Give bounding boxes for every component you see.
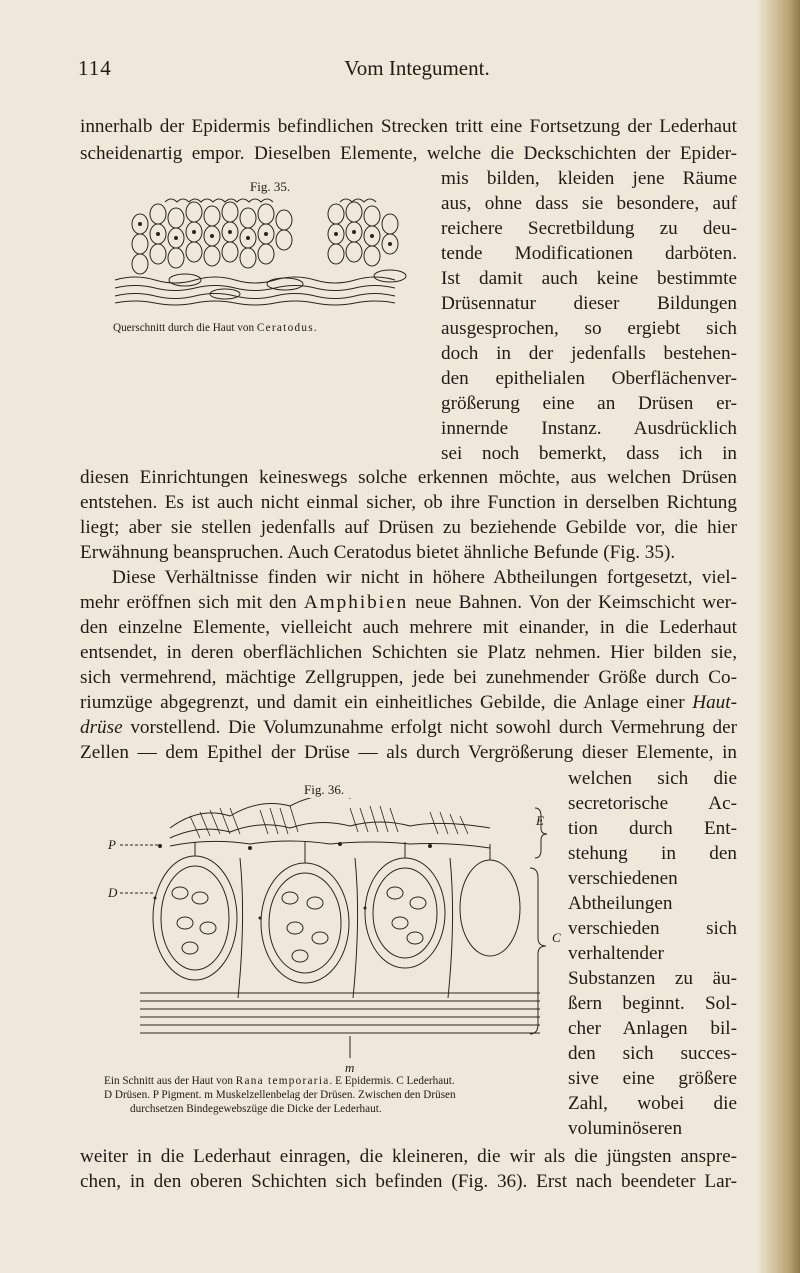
text-line: den epithelialen Oberflächenver- — [441, 368, 737, 389]
text-line: entstehen. Es ist auch nicht einmal sicher, ob ihre Function in derselben Richtung — [80, 492, 737, 513]
figure-36-letter-e: E — [536, 813, 544, 828]
figure-36-letter-p: P — [108, 837, 116, 852]
text-line — [80, 591, 737, 615]
text-line: verschiedenen — [568, 868, 678, 889]
text-line: den einzelne Elemente, vielleicht auch mehrere mit einander, in die Lederhaut — [80, 617, 737, 638]
figure-35-caption-text: Querschnitt durch die Haut von — [113, 322, 257, 334]
text-line: aus, ohne dass sie besondere, auf — [441, 193, 737, 214]
text-line: innerhalb der Epidermis befindlichen Strecken tritt eine Fortsetzung der Lederhaut — [80, 116, 737, 137]
figure-36-letter-c: C — [552, 930, 561, 945]
text-line: sei noch bemerkt, dass ich in — [441, 443, 737, 464]
figure-35-caption-period: . — [313, 322, 317, 334]
text-line: verhaltender — [568, 943, 664, 964]
figure-36-caption-line: durchsetzen Bindegewebszüge die Dicke der Lederhaut. — [130, 1103, 382, 1115]
text-line: Zahl, wobei die — [568, 1093, 737, 1114]
text-line — [80, 716, 737, 740]
text-line: ßern beginnt. Sol- — [568, 993, 737, 1014]
running-title: Vom Integument. — [344, 56, 490, 80]
text-run: vorstellend. Die Volumzunahme erfolgt nicht sowohl durch Vermehrung der — [122, 717, 737, 738]
text-line: Zellen — dem Epithel der Drüse — als durch Vergrößerung dieser Elemente, in — [80, 742, 737, 763]
text-line: mis bilden, kleiden jene Räume — [441, 168, 737, 189]
text-line: verschieden sich — [568, 918, 737, 939]
text-line: cher Anlagen bil- — [568, 1018, 737, 1039]
text-line: stehung in den — [568, 843, 737, 864]
text-line: innernde Instanz. Ausdrücklich — [441, 418, 737, 439]
figure-36-caption-line — [104, 1075, 455, 1088]
text-line: reichere Secretbildung zu deu- — [441, 218, 737, 239]
figure-35-label: Fig. 35. — [250, 179, 291, 194]
text-run-italic: drüse — [80, 717, 123, 738]
figure-35-caption — [113, 322, 317, 335]
figure-36-label: Fig. 36. — [304, 782, 345, 797]
caption-text: . E Epidermis. C Lederhaut. — [329, 1075, 455, 1087]
page-edge-shadow — [756, 0, 800, 1273]
text-line: größerung eine an Drüsen er- — [441, 393, 737, 414]
caption-species: Rana temporaria — [235, 1075, 330, 1087]
text-line: welchen sich die — [568, 768, 737, 789]
text-run: mehr eröffnen sich mit den — [80, 592, 304, 613]
text-line: den sich succes- — [568, 1043, 737, 1064]
figure-36-letter-m: m — [345, 1060, 355, 1075]
text-run-italic: Haut- — [692, 692, 737, 713]
text-line: chen, in den oberen Schichten sich befinden (Fig. 36). Erst nach beendeter Lar- — [80, 1171, 737, 1192]
running-head — [78, 56, 756, 86]
figure-36-caption-line: D Drüsen. P Pigment. m Muskelzellenbelag der Drüsen. Zwischen den Drüsen — [104, 1089, 456, 1101]
text-line: Ist damit auch keine bestimmte — [441, 268, 737, 289]
figure-36-letter-d: D — [108, 885, 118, 900]
caption-text: Ein Schnitt aus der Haut von — [104, 1075, 236, 1087]
figure-35-caption-genus: Ceratodus — [256, 322, 314, 334]
text-line: entsendet, in deren oberflächlichen Schichten sie Platz nehmen. Hier bilden sie, — [80, 642, 737, 663]
text-line: secretorische Ac- — [568, 793, 737, 814]
text-line: sich vermehrend, mächtige Zellgruppen, jede bei zunehmender Größe durch Co- — [80, 667, 737, 688]
text-line: voluminöseren — [568, 1118, 683, 1139]
text-line — [80, 691, 737, 715]
text-line: doch in der jedenfalls bestehen- — [441, 343, 737, 364]
text-line: weiter in die Lederhaut einragen, die kleineren, die wir als die jüngsten anspre- — [80, 1146, 737, 1167]
text-line: diesen Einrichtungen keineswegs solche erkennen möchte, aus welchen Drüsen — [80, 467, 737, 488]
page-number: 114 — [78, 56, 112, 80]
text-line: sive eine größere — [568, 1068, 737, 1089]
text-line: Erwähnung beanspruchen. Auch Ceratodus bietet ähnliche Befunde (Fig. 35). — [80, 542, 676, 563]
text-line: Drüsennatur dieser Bildungen — [441, 293, 737, 314]
text-run: neue Bahnen. Von der Keimschicht wer- — [408, 592, 737, 613]
text-line: tion durch Ent- — [568, 818, 737, 839]
text-line: ausgesprochen, so ergiebt sich — [441, 318, 737, 339]
text-line: tende Modificationen darböten. — [441, 243, 737, 264]
text-line: scheidenartig empor. Dieselben Elemente, welche die Deckschichten der Epider- — [80, 143, 737, 164]
text-line: liegt; aber sie stellen jedenfalls auf Drüsen zu beziehende Gebilde vor, die hier — [80, 517, 737, 538]
text-line: Abtheilungen — [568, 893, 673, 914]
text-run-spaced: Amphibien — [303, 592, 409, 613]
figure-35-illustration — [110, 196, 428, 306]
text-line: Diese Verhältnisse finden wir nicht in höhere Abtheilungen fortgesetzt, viel- — [112, 567, 737, 588]
figure-36-illustration — [100, 798, 560, 1058]
text-line: Substanzen zu äu- — [568, 968, 737, 989]
text-run: riumzüge abgegrenzt, und damit ein einheitliches Gebilde, die Anlage einer — [80, 692, 693, 713]
